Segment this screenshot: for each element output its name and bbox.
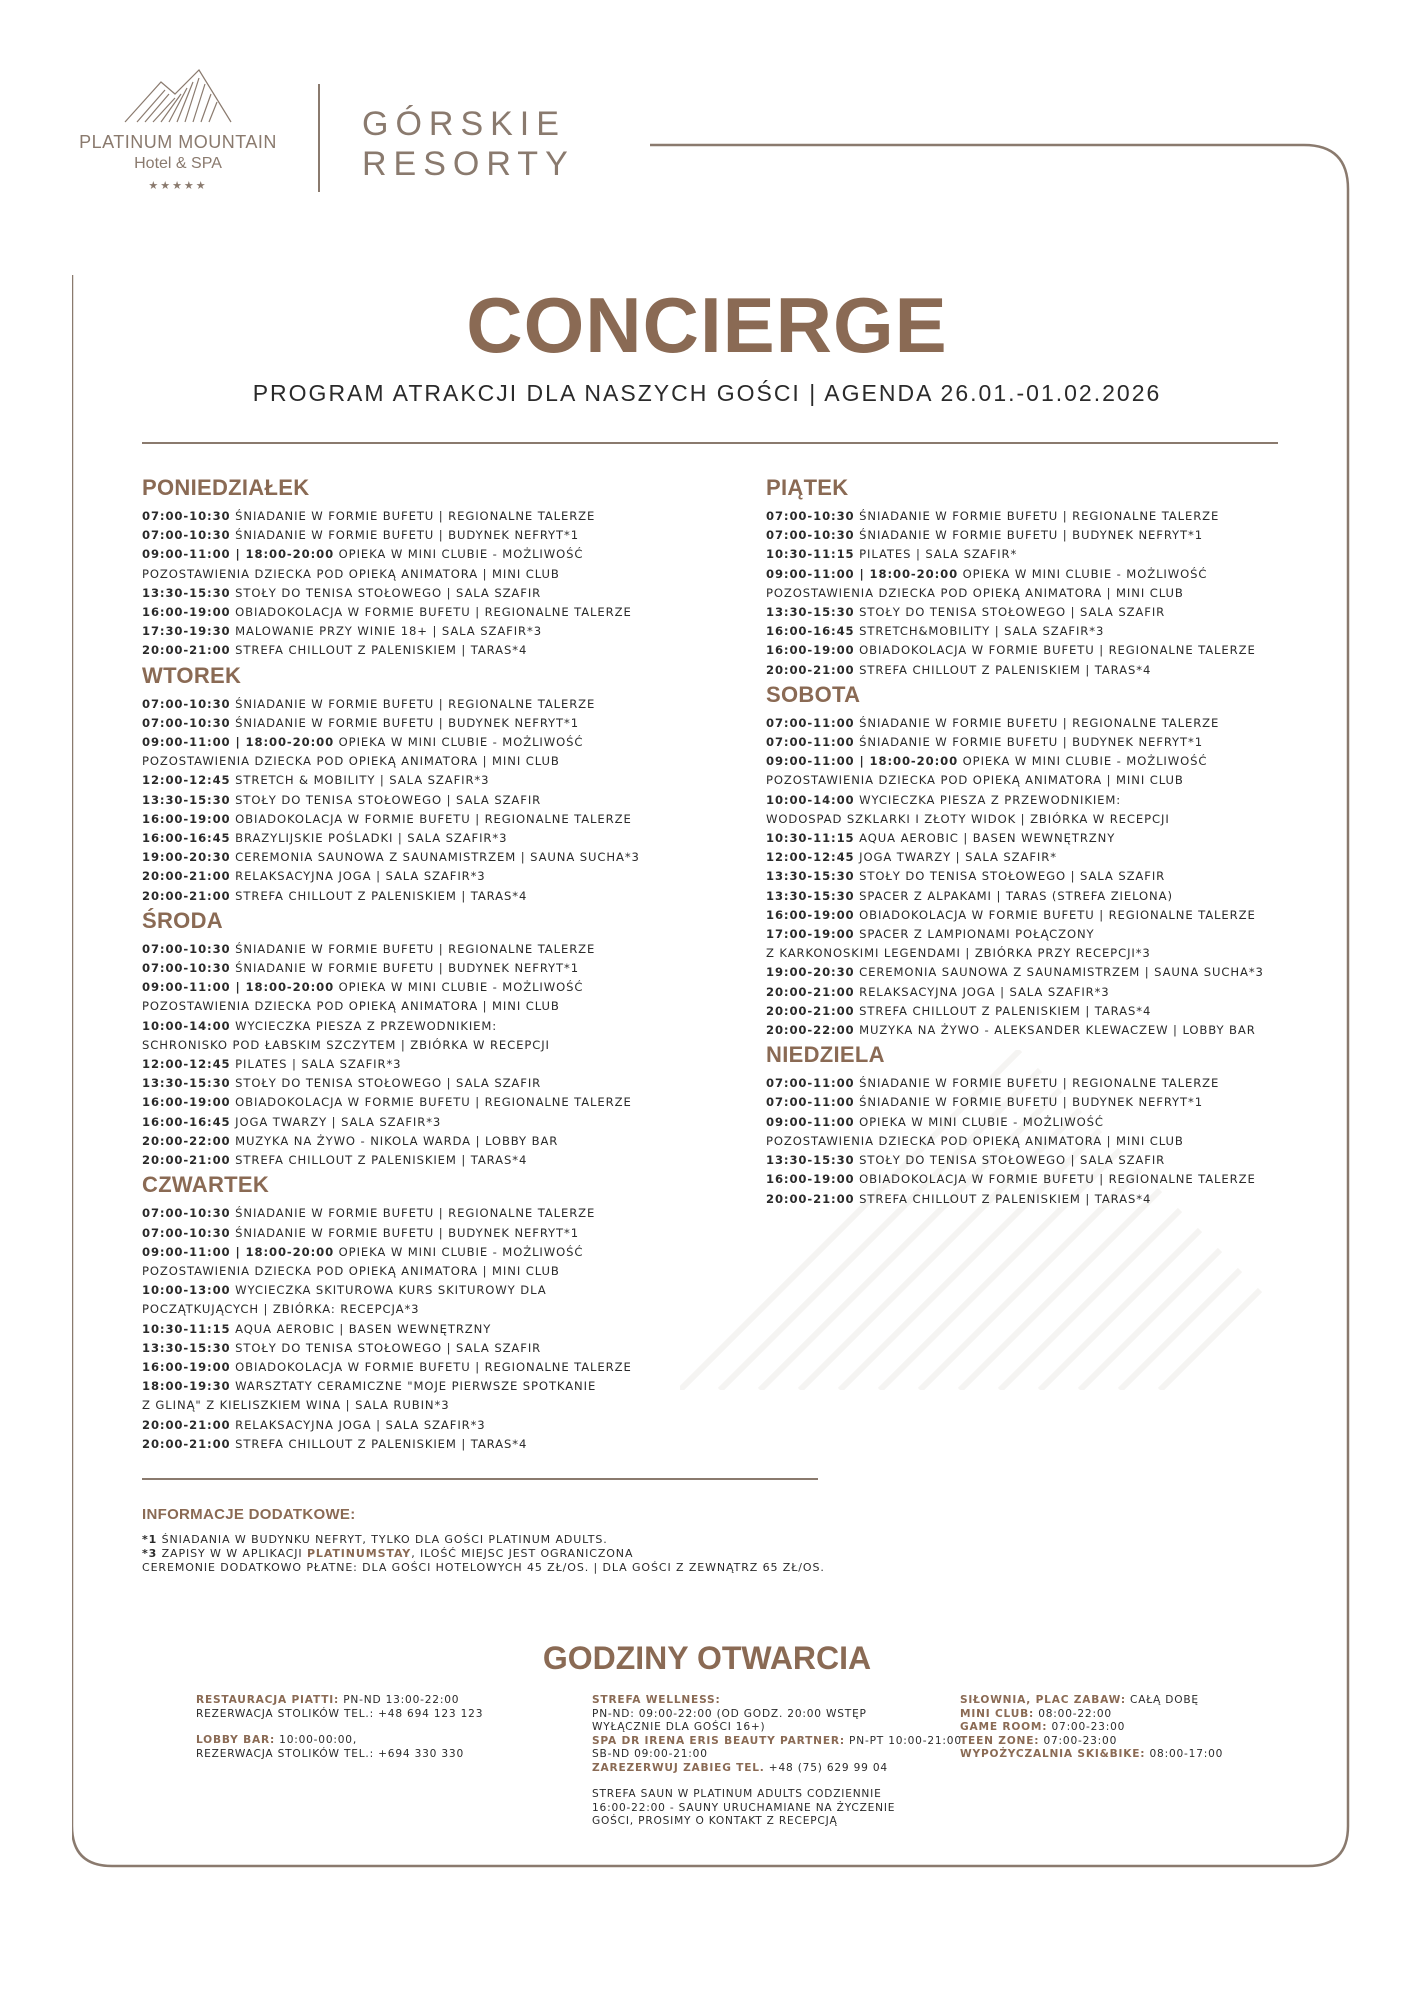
event-time: 20:00-21:00 — [142, 1153, 231, 1168]
event-row — [766, 641, 1366, 660]
mountain-logo-icon — [123, 68, 233, 124]
event-row — [142, 810, 842, 829]
event-text: ŚNIADANIE W FORMIE BUFETU | REGIONALNE TALERZE — [235, 1206, 596, 1221]
day-monday — [142, 473, 842, 661]
event-row — [142, 1113, 842, 1132]
event-text: STREFA CHILLOUT Z PALENISKIEM | TARAS*4 — [859, 662, 1152, 677]
event-text: STOŁY DO TENISA STOŁOWEGO | SALA SZAFIR — [235, 1340, 542, 1355]
event-time: 16:00-19:00 — [142, 811, 231, 826]
event-time: 10:00-14:00 — [142, 1018, 231, 1033]
event-time: 16:00-16:45 — [142, 831, 231, 846]
event-time: 13:30-15:30 — [766, 1153, 855, 1168]
day-heading: WTOREK — [142, 662, 242, 688]
day-wednesday — [142, 906, 842, 1170]
sauna-info: STREFA SAUN W PLATINUM ADULTS CODZIENNIE — [592, 1788, 882, 1800]
hours-value: 10:00-00:00, — [279, 1734, 358, 1746]
event-text: OPIEKA W MINI CLUBIE - MOŻLIWOŚĆ — [338, 547, 584, 562]
page-subtitle: PROGRAM ATRAKCJI DLA NASZYCH GOŚCI | AGENDA 26.01.-01.02.2026 — [252, 380, 1162, 406]
event-text: PILATES | SALA SZAFIR* — [859, 547, 1018, 562]
event-time: 10:30-11:15 — [766, 547, 855, 562]
schedule-right-column — [766, 473, 1366, 1209]
spa-booking — [592, 1762, 962, 1776]
event-row — [142, 584, 842, 603]
teenzone-hours — [960, 1735, 1223, 1749]
event-row — [766, 1170, 1366, 1189]
event-row — [766, 867, 1366, 886]
event-row — [766, 622, 1366, 641]
event-time: 20:00-21:00 — [142, 1436, 231, 1451]
day-sunday — [766, 1040, 1366, 1208]
event-text: MALOWANIE PRZY WINIE 18+ | SALA SZAFIR*3 — [235, 624, 542, 639]
event-time: 09:00-11:00 | 18:00-20:00 — [142, 1244, 335, 1259]
restaurant-hours — [196, 1694, 483, 1708]
sauna-info: 16:00-22:00 - SAUNY URUCHAMIANE NA ŻYCZENIE — [592, 1801, 896, 1814]
event-text: OPIEKA W MINI CLUBIE - MOŻLIWOŚĆ — [859, 1114, 1104, 1129]
event-row — [142, 545, 842, 583]
info-line-1 — [142, 1533, 1042, 1547]
event-time: 13:30-15:30 — [766, 605, 855, 620]
event-row — [142, 940, 842, 959]
event-row — [766, 733, 1366, 752]
event-row — [142, 1132, 842, 1151]
event-text: ŚNIADANIE W FORMIE BUFETU | REGIONALNE TALERZE — [859, 509, 1220, 523]
hotel-subtitle: Hotel & SPA — [134, 155, 222, 172]
event-row — [142, 978, 842, 1016]
event-text: OBIADOKOLACJA W FORMIE BUFETU | REGIONALNE TALERZE — [235, 1095, 632, 1110]
event-time: 13:30-15:30 — [142, 585, 231, 600]
event-text-cont: Z KARKONOSKIMI LEGENDAMI | ZBIÓRKA PRZY RECEPCJI*3 — [766, 946, 1151, 961]
event-text: STREFA CHILLOUT Z PALENISKIEM | TARAS*4 — [235, 1153, 528, 1168]
hours-value: 08:00-22:00 — [1038, 1707, 1112, 1720]
event-time: 20:00-21:00 — [766, 662, 855, 677]
event-row — [142, 733, 842, 771]
event-text: ŚNIADANIE W FORMIE BUFETU | BUDYNEK NEFRYT*1 — [235, 528, 579, 543]
event-time: 07:00-10:30 — [142, 1225, 231, 1240]
day-heading: NIEDZIELA — [766, 1042, 885, 1068]
event-row — [766, 507, 1366, 526]
event-text: OBIADOKOLACJA W FORMIE BUFETU | REGIONALNE TALERZE — [235, 605, 632, 620]
event-text: CEREMONIA SAUNOWA Z SAUNAMISTRZEM | SAUNA SUCHA*3 — [235, 850, 640, 865]
event-text: OPIEKA W MINI CLUBIE - MOŻLIWOŚĆ — [962, 754, 1208, 769]
event-row — [766, 565, 1366, 603]
event-text: AQUA AEROBIC | BASEN WEWNĘTRZNY — [235, 1321, 492, 1336]
event-row — [142, 771, 842, 790]
info-line-2 — [142, 1547, 1042, 1561]
event-text: OPIEKA W MINI CLUBIE - MOŻLIWOŚĆ — [338, 1244, 584, 1259]
event-text: STRETCH & MOBILITY | SALA SZAFIR*3 — [235, 773, 490, 788]
event-row — [766, 887, 1366, 906]
additional-info — [142, 1506, 1042, 1575]
event-time: 20:00-21:00 — [142, 643, 231, 658]
event-time: 16:00-19:00 — [142, 605, 231, 620]
page-title: CONCIERGE — [466, 281, 948, 369]
event-text: STOŁY DO TENISA STOŁOWEGO | SALA SZAFIR — [859, 869, 1166, 884]
event-time: 07:00-10:30 — [142, 961, 231, 976]
event-text-cont: POZOSTAWIENIA DZIECKA POD OPIEKĄ ANIMATORA | MINI CLUB — [766, 773, 1184, 788]
event-text: STOŁY DO TENISA STOŁOWEGO | SALA SZAFIR — [235, 585, 542, 600]
event-time: 20:00-21:00 — [142, 869, 231, 884]
event-row — [142, 1377, 842, 1415]
schedule-left-column — [142, 473, 842, 1454]
event-text: OPIEKA W MINI CLUBIE - MOŻLIWOŚĆ — [338, 980, 584, 995]
event-time: 07:00-10:30 — [142, 1206, 231, 1221]
event-text-cont: Z GLINĄ" Z KIELISZKIEM WINA | SALA RUBIN*3 — [142, 1398, 450, 1413]
event-row — [142, 887, 842, 906]
resort-line2: RESORTY — [362, 145, 575, 183]
event-time: 10:00-14:00 — [766, 792, 855, 807]
hours-value: PN-ND 13:00-22:00 — [343, 1694, 460, 1706]
event-row — [142, 1339, 842, 1358]
event-row — [142, 959, 842, 978]
wellness-line: PN-ND: 09:00-22:00 (OD GODZ. 20:00 WSTĘP — [592, 1707, 867, 1720]
hours-value: 07:00-23:00 — [1051, 1721, 1126, 1733]
divider-middle — [142, 1478, 818, 1480]
day-friday — [766, 473, 1366, 680]
event-row — [142, 622, 842, 641]
event-text: OBIADOKOLACJA W FORMIE BUFETU | REGIONALNE TALERZE — [235, 811, 632, 826]
platinum-mountain-logo — [68, 68, 288, 192]
event-time: 18:00-19:30 — [142, 1379, 231, 1394]
wellness-line: WYŁĄCZNIE DLA GOŚCI 16+) — [592, 1721, 766, 1733]
event-text: OPIEKA W MINI CLUBIE - MOŻLIWOŚĆ — [962, 566, 1208, 581]
day-thursday — [142, 1170, 842, 1454]
event-text: WYCIECZKA PIESZA Z PRZEWODNIKIEM: — [235, 1018, 498, 1033]
event-row — [766, 714, 1366, 733]
footnote-mark: *1 — [142, 1533, 158, 1546]
info-text: ŚNIADANIA W BUDYNKU NEFRYT, TYLKO DLA GOŚCI PLATINUM ADULTS. — [161, 1533, 608, 1546]
event-text-cont: SCHRONISKO POD ŁABSKIM SZCZYTEM | ZBIÓRKA W RECEPCJI — [142, 1037, 550, 1052]
event-text: MUZYKA NA ŻYWO - ALEKSANDER KLEWACZEW | LOBBY BAR — [859, 1023, 1256, 1038]
event-row — [766, 1002, 1366, 1021]
event-time: 12:00-12:45 — [142, 1057, 231, 1072]
event-row — [142, 1243, 842, 1281]
event-text: STREFA CHILLOUT Z PALENISKIEM | TARAS*4 — [235, 888, 528, 903]
event-time: 07:00-10:30 — [142, 528, 231, 543]
hours-column-activities — [960, 1694, 1223, 1762]
event-row — [142, 714, 842, 733]
event-row — [766, 661, 1366, 680]
hours-label: ZAREZERWUJ ZABIEG TEL. — [592, 1761, 765, 1774]
event-text: SPACER Z ALPAKAMI | TARAS (STREFA ZIELONA) — [859, 888, 1173, 903]
event-row — [142, 1017, 842, 1055]
hours-label: GAME ROOM: — [960, 1721, 1048, 1733]
event-time: 16:00-19:00 — [766, 643, 855, 658]
event-time: 10:30-11:15 — [766, 831, 855, 846]
event-text-cont: POZOSTAWIENIA DZIECKA POD OPIEKĄ ANIMATORA | MINI CLUB — [142, 1263, 560, 1278]
spa-weekend-hours: SB-ND 09:00-21:00 — [592, 1748, 708, 1760]
event-time: 07:00-11:00 — [766, 735, 855, 750]
hours-value: 08:00-17:00 — [1149, 1748, 1224, 1760]
hours-label: TEEN ZONE: — [960, 1734, 1040, 1747]
hours-label: SPA DR IRENA ERIS BEAUTY PARTNER: — [592, 1734, 845, 1747]
event-time: 07:00-10:30 — [766, 528, 855, 543]
event-time: 20:00-21:00 — [142, 1417, 231, 1432]
hours-label: RESTAURACJA PIATTI: — [196, 1694, 340, 1706]
event-text: ŚNIADANIE W FORMIE BUFETU | BUDYNEK NEFRYT*1 — [859, 735, 1203, 750]
event-time: 16:00-19:00 — [766, 1172, 855, 1187]
event-row — [766, 963, 1366, 982]
event-row — [142, 867, 842, 886]
event-time: 16:00-16:45 — [766, 624, 855, 639]
logo-divider — [318, 84, 320, 192]
event-time: 19:00-20:30 — [142, 850, 231, 865]
event-row — [142, 603, 842, 622]
event-time: 07:00-10:30 — [142, 696, 231, 711]
event-text: STREFA CHILLOUT Z PALENISKIEM | TARAS*4 — [859, 1003, 1152, 1018]
day-heading: CZWARTEK — [142, 1172, 270, 1198]
app-name-link[interactable]: PLATINUMSTAY — [306, 1547, 412, 1560]
event-time: 09:00-11:00 | 18:00-20:00 — [142, 980, 335, 995]
event-row — [766, 1074, 1366, 1093]
day-heading: ŚRODA — [142, 907, 223, 933]
event-text: OBIADOKOLACJA W FORMIE BUFETU | REGIONALNE TALERZE — [235, 1359, 632, 1374]
event-row — [766, 1113, 1366, 1151]
event-row — [142, 1281, 842, 1319]
event-text: CEREMONIA SAUNOWA Z SAUNAMISTRZEM | SAUNA SUCHA*3 — [859, 965, 1264, 980]
event-text: STREFA CHILLOUT Z PALENISKIEM | TARAS*4 — [859, 1191, 1152, 1206]
event-time: 13:30-15:30 — [766, 888, 855, 903]
gorskie-resorty-logo — [362, 104, 575, 184]
event-text: ŚNIADANIE W FORMIE BUFETU | REGIONALNE TALERZE — [235, 509, 596, 523]
event-time: 07:00-11:00 — [766, 715, 855, 730]
hours-column-dining — [196, 1694, 483, 1761]
event-text: STOŁY DO TENISA STOŁOWEGO | SALA SZAFIR — [235, 792, 542, 807]
wellness-label: STREFA WELLNESS: — [592, 1694, 721, 1706]
event-row — [142, 791, 842, 810]
event-row — [142, 848, 842, 867]
event-row — [766, 526, 1366, 545]
event-row — [142, 1320, 842, 1339]
event-time: 09:00-11:00 | 18:00-20:00 — [142, 547, 335, 562]
event-text: STREFA CHILLOUT Z PALENISKIEM | TARAS*4 — [235, 643, 528, 658]
event-row — [142, 1151, 842, 1170]
hours-label: WYPOŻYCZALNIA SKI&BIKE: — [960, 1748, 1146, 1760]
event-row — [766, 1093, 1366, 1112]
event-text-cont: WODOSPAD SZKLARKI I ZŁOTY WIDOK | ZBIÓRKA W RECEPCJI — [766, 811, 1170, 826]
event-text: SPACER Z LAMPIONAMI POŁĄCZONY — [859, 927, 1095, 942]
event-text: ŚNIADANIE W FORMIE BUFETU | BUDYNEK NEFRYT*1 — [859, 528, 1203, 543]
event-time: 07:00-10:30 — [766, 509, 855, 523]
day-heading: PIĄTEK — [766, 475, 849, 500]
event-row — [142, 1055, 842, 1074]
event-text: OBIADOKOLACJA W FORMIE BUFETU | REGIONALNE TALERZE — [859, 643, 1256, 658]
event-time: 16:00-16:45 — [142, 1114, 231, 1129]
event-text: STREFA CHILLOUT Z PALENISKIEM | TARAS*4 — [235, 1436, 528, 1451]
event-row — [142, 1204, 842, 1223]
event-text: JOGA TWARZY | SALA SZAFIR* — [859, 850, 1057, 865]
event-text: ŚNIADANIE W FORMIE BUFETU | REGIONALNE TALERZE — [235, 941, 596, 956]
event-time: 10:00-13:00 — [142, 1283, 231, 1298]
divider-top — [142, 442, 1278, 444]
info-line-3: CEREMONIE DODATKOWO PŁATNE: DLA GOŚCI HOTELOWYCH 45 ZŁ/OS. | DLA GOŚCI Z ZEWNĄTRZ 65 ZŁ/OS. — [142, 1561, 825, 1574]
event-row — [766, 848, 1366, 867]
event-text: PILATES | SALA SZAFIR*3 — [235, 1057, 402, 1072]
hours-value: PN-PT 10:00-21:00 — [849, 1734, 962, 1747]
event-row — [142, 1416, 842, 1435]
event-row — [766, 1190, 1366, 1209]
event-text: OBIADOKOLACJA W FORMIE BUFETU | REGIONALNE TALERZE — [859, 1172, 1256, 1187]
event-text: ŚNIADANIE W FORMIE BUFETU | REGIONALNE TALERZE — [859, 1076, 1220, 1091]
event-time: 20:00-21:00 — [142, 888, 231, 903]
event-time: 13:30-15:30 — [766, 869, 855, 884]
event-text-cont: POCZĄTKUJĄCYCH | ZBIÓRKA: RECEPCJA*3 — [142, 1302, 420, 1317]
event-time: 20:00-21:00 — [766, 1003, 855, 1018]
miniclub-hours — [960, 1708, 1223, 1722]
lobby-bar-hours — [196, 1734, 483, 1748]
event-row — [142, 1435, 842, 1454]
event-text: ŚNIADANIE W FORMIE BUFETU | REGIONALNE TALERZE — [859, 715, 1220, 730]
event-row — [142, 1224, 842, 1243]
event-text: ŚNIADANIE W FORMIE BUFETU | BUDYNEK NEFRYT*1 — [859, 1095, 1203, 1110]
event-text: BRAZYLIJSKIE POŚLADKI | SALA SZAFIR*3 — [235, 831, 508, 846]
event-row — [142, 507, 842, 526]
event-time: 07:00-11:00 — [766, 1076, 855, 1091]
event-time: 13:30-15:30 — [142, 1076, 231, 1091]
day-tuesday — [142, 661, 842, 906]
event-row — [766, 791, 1366, 829]
event-row — [766, 983, 1366, 1002]
hours-label: LOBBY BAR: — [196, 1734, 275, 1746]
event-text: WYCIECZKA SKITUROWA KURS SKITUROWY DLA — [235, 1283, 547, 1298]
hotel-name: PLATINUM MOUNTAIN — [79, 132, 277, 152]
event-row — [142, 695, 842, 714]
event-row — [142, 526, 842, 545]
event-row — [766, 906, 1366, 925]
event-text: WARSZTATY CERAMICZNE "MOJE PIERWSZE SPOTKANIE — [235, 1379, 597, 1394]
event-row — [142, 1074, 842, 1093]
event-row — [766, 1021, 1366, 1040]
hours-label: MINI CLUB: — [960, 1707, 1035, 1720]
hours-label: SIŁOWNIA, PLAC ZABAW: — [960, 1694, 1126, 1706]
event-time: 09:00-11:00 | 18:00-20:00 — [766, 754, 959, 769]
event-time: 07:00-10:30 — [142, 941, 231, 956]
day-saturday — [766, 680, 1366, 1040]
event-text: RELAKSACYJNA JOGA | SALA SZAFIR*3 — [235, 1417, 486, 1432]
event-text: RELAKSACYJNA JOGA | SALA SZAFIR*3 — [235, 869, 486, 884]
info-heading: INFORMACJE DODATKOWE: — [142, 1506, 356, 1523]
event-time: 09:00-11:00 | 18:00-20:00 — [142, 735, 335, 750]
event-time: 10:30-11:15 — [142, 1321, 231, 1336]
event-text-cont: POZOSTAWIENIA DZIECKA POD OPIEKĄ ANIMATORA | MINI CLUB — [142, 754, 560, 769]
hotel-stars: ★★★★★ — [148, 179, 208, 192]
event-row — [766, 545, 1366, 564]
event-time: 16:00-19:00 — [766, 907, 855, 922]
event-time: 19:00-20:30 — [766, 965, 855, 980]
event-text: OPIEKA W MINI CLUBIE - MOŻLIWOŚĆ — [338, 735, 584, 750]
footnote-mark: *3 — [142, 1547, 158, 1560]
header-logos — [68, 68, 628, 218]
event-time: 17:00-19:00 — [766, 927, 855, 942]
event-time: 07:00-11:00 — [766, 1095, 855, 1110]
event-text: STOŁY DO TENISA STOŁOWEGO | SALA SZAFIR — [859, 1153, 1166, 1168]
event-text-cont: POZOSTAWIENIA DZIECKA POD OPIEKĄ ANIMATORA | MINI CLUB — [766, 1133, 1184, 1148]
event-text-cont: POZOSTAWIENIA DZIECKA POD OPIEKĄ ANIMATORA | MINI CLUB — [142, 999, 560, 1014]
info-text: , ILOŚĆ MIEJSC JEST OGRANICZONA — [411, 1547, 634, 1560]
day-heading: PONIEDZIAŁEK — [142, 475, 310, 500]
hours-value: CAŁĄ DOBĘ — [1130, 1694, 1199, 1706]
event-text: JOGA TWARZY | SALA SZAFIR*3 — [235, 1114, 442, 1129]
event-time: 12:00-12:45 — [766, 850, 855, 865]
event-time: 12:00-12:45 — [142, 773, 231, 788]
event-row — [142, 641, 842, 660]
event-text: MUZYKA NA ŻYWO - NIKOLA WARDA | LOBBY BAR — [235, 1133, 559, 1148]
event-row — [766, 752, 1366, 790]
event-text: STOŁY DO TENISA STOŁOWEGO | SALA SZAFIR — [859, 605, 1166, 620]
event-time: 20:00-21:00 — [766, 1191, 855, 1206]
event-time: 07:00-10:30 — [142, 509, 231, 523]
hours-value: 07:00-23:00 — [1043, 1734, 1118, 1747]
event-row — [766, 1151, 1366, 1170]
event-time: 20:00-21:00 — [766, 984, 855, 999]
event-time: 16:00-19:00 — [142, 1359, 231, 1374]
event-time: 09:00-11:00 — [766, 1114, 855, 1129]
event-time: 13:30-15:30 — [142, 792, 231, 807]
spa-hours — [592, 1735, 962, 1749]
ski-bike-rental-hours — [960, 1748, 1223, 1762]
info-text: ZAPISY W W APLIKACJI — [161, 1547, 303, 1560]
event-text: STRETCH&MOBILITY | SALA SZAFIR*3 — [859, 624, 1105, 639]
event-text: ŚNIADANIE W FORMIE BUFETU | BUDYNEK NEFRYT*1 — [235, 715, 579, 730]
event-text: WYCIECZKA PIESZA Z PRZEWODNIKIEM: — [859, 792, 1122, 807]
event-text-cont: POZOSTAWIENIA DZIECKA POD OPIEKĄ ANIMATORA | MINI CLUB — [142, 566, 560, 581]
event-text-cont: POZOSTAWIENIA DZIECKA POD OPIEKĄ ANIMATORA | MINI CLUB — [766, 585, 1184, 600]
gym-hours — [960, 1694, 1223, 1708]
sauna-info: GOŚCI, PROSIMY O KONTAKT Z RECEPCJĄ — [592, 1815, 838, 1827]
event-text: OBIADOKOLACJA W FORMIE BUFETU | REGIONALNE TALERZE — [859, 907, 1256, 922]
event-row — [142, 829, 842, 848]
resort-line1: GÓRSKIE — [362, 105, 566, 143]
event-time: 09:00-11:00 | 18:00-20:00 — [766, 566, 959, 581]
lobby-bar-reservation: REZERWACJA STOLIKÓW TEL.: +694 330 330 — [196, 1747, 464, 1760]
event-time: 16:00-19:00 — [142, 1095, 231, 1110]
gameroom-hours — [960, 1721, 1223, 1735]
event-text: ŚNIADANIE W FORMIE BUFETU | BUDYNEK NEFRYT*1 — [235, 1225, 579, 1240]
event-text: RELAKSACYJNA JOGA | SALA SZAFIR*3 — [859, 984, 1110, 999]
event-time: 20:00-22:00 — [142, 1133, 231, 1148]
restaurant-reservation: REZERWACJA STOLIKÓW TEL.: +48 694 123 123 — [196, 1707, 484, 1720]
event-text: STOŁY DO TENISA STOŁOWEGO | SALA SZAFIR — [235, 1076, 542, 1091]
event-row — [142, 1358, 842, 1377]
event-time: 07:00-10:30 — [142, 715, 231, 730]
hours-column-wellness — [592, 1694, 962, 1829]
event-time: 13:30-15:30 — [142, 1340, 231, 1355]
day-heading: SOBOTA — [766, 681, 861, 707]
event-time: 17:30-19:30 — [142, 624, 231, 639]
event-time: 20:00-22:00 — [766, 1023, 855, 1038]
hours-value: +48 (75) 629 99 04 — [768, 1761, 888, 1774]
opening-hours-title: GODZINY OTWARCIA — [542, 1640, 872, 1676]
event-text: ŚNIADANIE W FORMIE BUFETU | BUDYNEK NEFRYT*1 — [235, 961, 579, 976]
event-text: AQUA AEROBIC | BASEN WEWNĘTRZNY — [859, 831, 1116, 846]
event-row — [766, 925, 1366, 963]
event-text: ŚNIADANIE W FORMIE BUFETU | REGIONALNE TALERZE — [235, 696, 596, 711]
event-row — [766, 603, 1366, 622]
event-row — [142, 1093, 842, 1112]
event-row — [766, 829, 1366, 848]
